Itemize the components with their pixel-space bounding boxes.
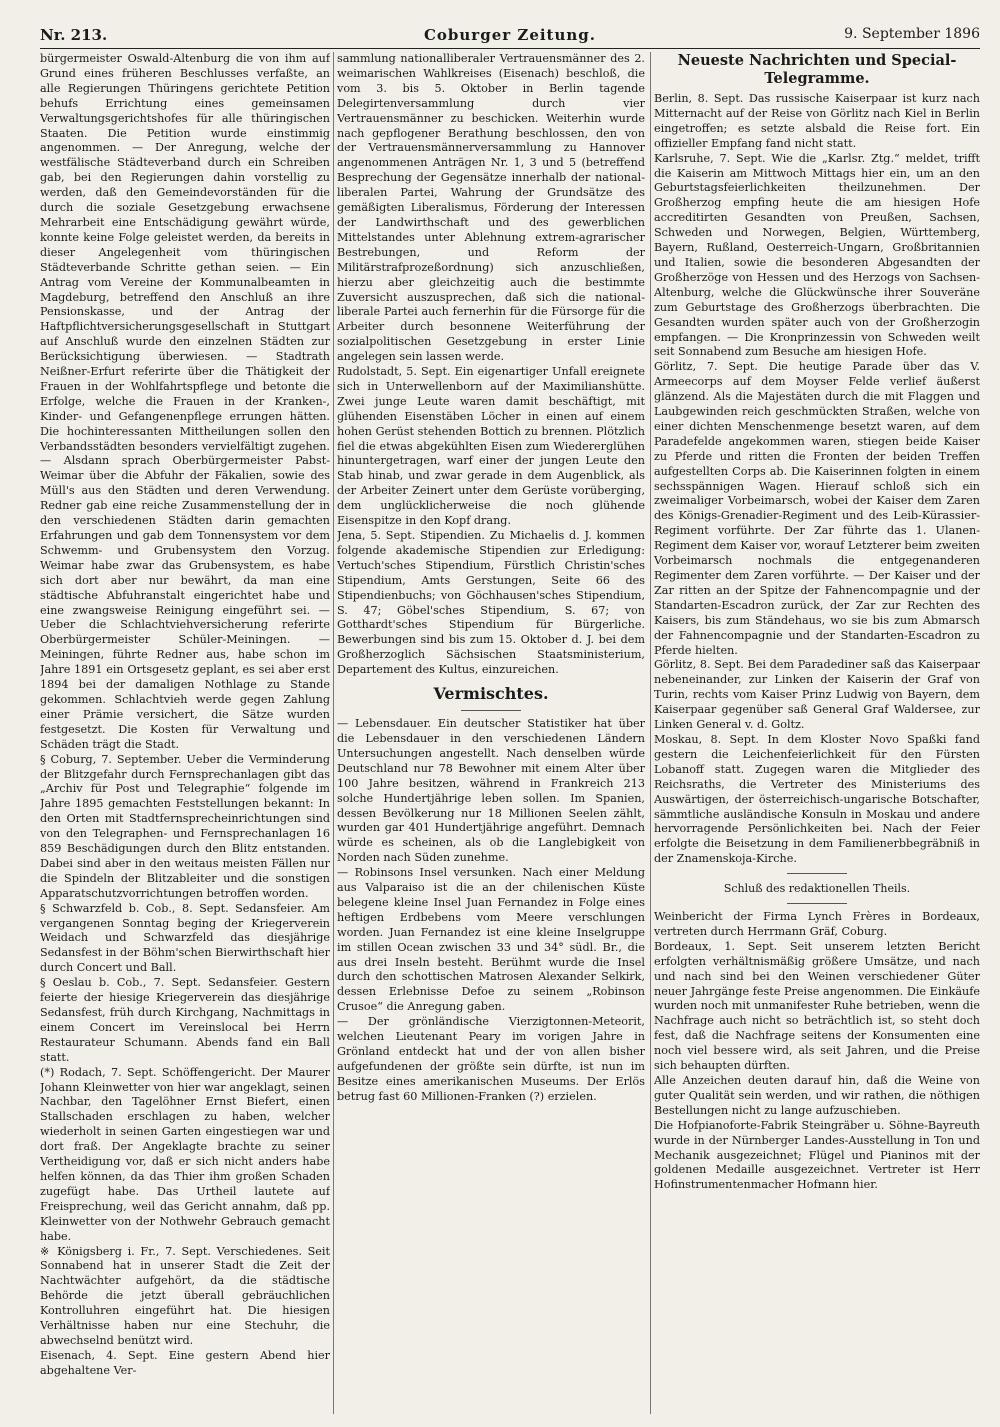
article-paragraph: — Robinsons Insel versunken. Nach einer Meldung aus Valparaiso ist die an der chilenischen Küste belegene kleine Insel Juan Fernandez in Folge eines heftigen Erdbebens vom Meere verschlungen worden. Juan Fernandez ist eine kleine Inselgruppe im stillen Ocean zwischen 33 und 34° südl. Br., die aus drei Inseln besteht. Berühmt wurde die Insel durch den schottischen Matrosen Alexander Selkirk, dessen Erlebnisse Defoe zu seinem „Robinson Crusoe“ die Anregung gaben. bbox=[337, 866, 645, 1014]
article-paragraph: § Schwarzfeld b. Cob., 8. Sept. Sedansfeier. Am vergangenen Sonntag beging der Kriegerverein Weidach und Schwarzfeld das diesjährige Sedansfest in der Böhm'schen Bierwirthschaft hier durch Concert und Ball. bbox=[40, 901, 330, 975]
column-divider bbox=[333, 52, 334, 1414]
column-1 bbox=[40, 52, 330, 1414]
article-paragraph: ※ Königsberg i. Fr., 7. Sept. Verschiedenes. Seit Sonnabend hat in unserer Stadt die Zeit der Nachtwächter aufgehört, da die städtische Behörde die jetzt überall gebräuchlichen Kontrolluhren eingeführt hat. Die hiesigen Verhältnisse haben nur eine Stechuhr, die abwechselnd benützt wird. bbox=[40, 1244, 330, 1347]
newspaper-title: Coburger Zeitung. bbox=[423, 26, 597, 44]
article-paragraph: Berlin, 8. Sept. Das russische Kaiserpaar ist kurz nach Mitternacht auf der Reise von Görlitz nach Kiel in Berlin eingetroffen; es setzte alsbald die Reise fort. Ein offizieller Empfang fand nicht statt. bbox=[654, 92, 980, 150]
advertisement-paragraph: Bordeaux, 1. Sept. Seit unserem letzten Bericht erfolgten verhältnismäßig größere Umsätze, und nach und nach sind bei den Weinen verschiedener Güter neuer Jahrgänge feste Preise angenommen. Die Einkäufe wurden noch mit unmanifester Ruhe betrieben, wenn die Nachfrage auch nicht so beträchtlich ist, so steht doch fest, daß die Nachfrage seitens der Konsumenten eine noch viel bessere wird, als seit Jahren, und die Preise sich behaupten dürften. bbox=[654, 939, 980, 1073]
masthead bbox=[40, 24, 980, 48]
article-paragraph: § Oeslau b. Cob., 7. Sept. Sedansfeier. Gestern feierte der hiesige Kriegerverein das diesjährige Sedansfest, früh durch Kirchgang, Nachmittags in einem Concert im Vereinslocal bei Herrn Restaurateur Schumann. Abends fand ein Ball statt. bbox=[40, 976, 330, 1064]
article-paragraph: — Lebensdauer. Ein deutscher Statistiker hat über die Lebensdauer in den verschiedenen Ländern Untersuchungen angestellt. Nach denselben würde Deutschland nur 78 Bewohner mit einem Alter über 100 Jahre besitzen, während in Frankreich 213 solche Hundertjährige leben sollen. Im Spanien, dessen Bevölkerung nur 18 Millionen Seelen zählt, wurden gar 401 Hundertjährige angeführt. Demnach würde es scheinen, als ob die Langlebigkeit von Norden nach Süden zunehme. bbox=[337, 717, 645, 865]
column-divider bbox=[650, 52, 651, 1414]
article-paragraph: Jena, 5. Sept. Stipendien. Zu Michaelis d. J. kommen folgende akademische Stipendien zur Erledigung: Vertuch'sches Stipendium, Fürstlich Christin'sches Stipendium, Amts Gerstungen, Seite 66 des Stipendienbuchs; von Göchhausen'sches Stipendium, S. 47; Göbel'sches Stipendium, S. 67; von Gotthardt'sches Stipendium für Bürgerliche. Bewerbungen sind bis zum 15. Oktober d. J. bei dem Großherzoglich Sächsischen Staatsministerium, Departement des Kultus, einzureichen. bbox=[337, 529, 645, 677]
section-rule bbox=[787, 903, 847, 904]
section-rule bbox=[461, 710, 521, 711]
article-paragraph: Eisenach, 4. Sept. Eine gestern Abend hier abgehaltene Ver- bbox=[40, 1348, 330, 1377]
advertisement-paragraph: Weinbericht der Firma Lynch Frères in Bordeaux, vertreten durch Herrmann Gräf, Coburg. bbox=[654, 910, 980, 938]
header-rule bbox=[40, 48, 980, 49]
article-paragraph: (*) Rodach, 7. Sept. Schöffengericht. Der Maurer Johann Kleinwetter von hier war angeklagt, seinen Nachbar, den Tagelöhner Ernst Biefert, einen Stallschaden erschlagen zu haben, welcher wiederholt in seinen Garten eingestiegen war und dort fraß. Der Angeklagte brachte zu seiner Vertheidigung vor, daß er sich nicht anders habe helfen können, da das Thier ihm großen Schaden zugefügt habe. Das Urtheil lautete auf Freisprechung, weil das Gericht annahm, daß pp. Kleinwetter von der Nothwehr Gebrauch gemacht habe. bbox=[40, 1065, 330, 1243]
column-3 bbox=[654, 52, 980, 1414]
article-paragraph: Görlitz, 8. Sept. Bei dem Paradediner saß das Kaiserpaar nebeneinander, zur Linken der Kaiserin der Graf von Turin, rechts vom Kaiser Prinz Ludwig von Bayern, dem Kaiserpaar gegenüber saß General Graf Waldersee, zur Linken General v. d. Goltz. bbox=[654, 658, 980, 732]
article-paragraph: Görlitz, 7. Sept. Die heutige Parade über das V. Armeecorps auf dem Moyser Felde verlief äußerst glänzend. Als die Majestäten durch die mit Flaggen und Laubgewinden reich geschmückten Straßen, welche von einer dichten Menschenmenge besetzt waren, auf dem Paradefelde angekommen waren, stiegen beide Kaiser zu Pferde und ritten die Fronten der beiden Treffen aufgestellten Corps ab. Die Kaiserinnen folgten in einem sechsspännigen Wagen. Hierauf schloß sich ein zweimaliger Vorbeimarsch, wobei der Kaiser dem Zaren des Königs-Grenadier-Regiment und des Leib-Kürassier-Regiment vorführte. Der Zar führte das 1. Ulanen-Regiment dem Kaiser vor, worauf Letzterer beim zweiten Vorbeimarsch nochmals die entgegenanderen Regimenter dem Zaren vorführte. — Der Kaiser und der Zar ritten an der Spitze der Fahnencompagnie und der Standarten-Escadron zurück, der Zar zur Rechten des Kaisers, bis zum Ständehaus, wo sie bis zum Abmarsch der Fahnencompagnie und der Standarten-Escadron zu Pferde hielten. bbox=[654, 360, 980, 657]
article-paragraph: § Coburg, 7. September. Ueber die Verminderung der Blitzgefahr durch Fernsprechanlagen gibt das „Archiv für Post und Telegraphie“ folgende im Jahre 1895 gemachten Feststellungen bekannt: In den Orten mit Stadtfernsprecheinrichtungen sind von den Telegraphen- und Fernsprechanlagen 16 859 Beschädigungen durch den Blitz entstanden. Dabei sind aber in den weitaus meisten Fällen nur die Spindeln der Blitzableiter und die sonstigen Apparatschutzvorrichtungen betroffen worden. bbox=[40, 752, 330, 900]
article-paragraph: Rudolstadt, 5. Sept. Ein eigenartiger Unfall ereignete sich in Unterwellenborn auf der Maximilianshütte. Zwei junge Leute waren damit beschäftigt, mit glühenden Eisenstäben Löcher in einen auf einem hohen Gerüst stehenden Bottich zu brennen. Plötzlich fiel die etwas abgekühlten Eisen zum Wiedererglühen hinuntergetragen, warf einer der jungen Leute den Stab hinab, und zwar gerade in dem Augenblick, als der Arbeiter Zeinert unter dem Gerüste vorüberging, dem unglücklicherweise die noch glühende Eisenspitze in den Kopf drang. bbox=[337, 365, 645, 528]
article-paragraph: sammlung nationalliberaler Vertrauensmänner des 2. weimarischen Wahlkreises (Eisenach) beschloß, die vom 3. bis 5. Oktober in Berlin tagende Delegirtenversammlung durch vier Vertrauensmänner zu beschicken. Weiterhin wurde nach gepflogener Berathung beschlossen, den von der Vertrauensmännerversammlung zu Hannover angenommenen Anträgen Nr. 1, 3 und 5 (betreffend Besprechung der Gegensätze innerhalb der national-liberalen Partei, Wahrung der Grundsätze des gemäßigten Liberalismus, Förderung der Interessen der Landwirthschaft und des gewerblichen Mittelstandes unter Ablehnung extrem-agrarischer Bestrebungen, und Reform der Militärstrafprozeßordnung) sich anzuschließen, hierzu aber gleichzeitig auch die bestimmte Zuversicht auszusprechen, daß sich die national-liberale Partei auch fernerhin für die Fürsorge für die Arbeiter durch besonnene Weiterführung der sozialpolitischen Gesetzgebung in erster Linie angelegen sein lassen werde. bbox=[337, 52, 645, 364]
article-paragraph: Moskau, 8. Sept. In dem Kloster Novo Spaßki fand gestern die Leichenfeierlichkeit für den Fürsten Lobanoff statt. Zugegen waren die Mitglieder des Reichsraths, die Vertreter des Ministeriums des Auswärtigen, der österreichisch-ungarische Botschafter, sämmtliche ausländische Konsuln in Moskau und andere hervorragende Persönlichkeiten bei. Nach der Feier erfolgte die Beisetzung in dem Familienerbbegräbniß in der Znamenskoja-Kirche. bbox=[654, 732, 980, 866]
article-paragraph: — Der grönländische Vierzigtonnen-Meteorit, welchen Lieutenant Peary im vorigen Jahre in Grönland entdeckt hat und der von allen bisher aufgefundenen der größte sein dürfte, ist nun im Besitze eines amerikanischen Museums. Der Erlös betrug fast 60 Millionen-Franken (?) erzielen. bbox=[337, 1015, 645, 1103]
editorial-end-note: Schluß des redaktionellen Theils. bbox=[723, 882, 911, 896]
section-title-vermischtes: Vermischtes. bbox=[433, 684, 549, 704]
section-rule bbox=[787, 873, 847, 874]
issue-number: Nr. 213. bbox=[40, 26, 108, 44]
section-title-neueste-nachrichten: Neueste Nachrichten und Special-Telegramme. bbox=[677, 52, 957, 87]
article-paragraph: Karlsruhe, 7. Sept. Wie die „Karlsr. Ztg.“ meldet, trifft die Kaiserin am Mittwoch Mittags hier ein, um an den Geburtstagsfeierlichkeiten theilzunehmen. Der Großherzog empfing heute die am hiesigen Hofe accreditirten Gesandten von Preußen, Sachsen, Schweden und Norwegen, Belgien, Württemberg, Bayern, Rußland, Oesterreich-Ungarn, Großbritannien und Italien, sowie die besonderen Abgesandten der Großherzöge von Hessen und des Herzogs von Sachsen-Altenburg, welche die Glückwünsche ihrer Souveräne zum Geburtstage des Großherzogs überbrachten. Die Gesandten wurden später auch von der Großherzogin empfangen. — Die Kronprinzessin von Schweden weilt seit Sonnabend zum Besuche am hiesigen Hofe. bbox=[654, 151, 980, 359]
issue-date: 9. September 1896 bbox=[844, 26, 980, 42]
column-2 bbox=[337, 52, 645, 1414]
article-paragraph: bürgermeister Oswald-Altenburg die von ihm auf Grund eines früheren Beschlusses verfaßte, an alle Regierungen Thüringens gerichtete Petition behufs Errichtung eines gemeinsamen Verwaltungsgerichtshofes für alle thüringischen Staaten. Die Petition wurde einstimmig angenommen. — Der Anregung, welche der westfälische Städteverband durch ein Schreiben gab, bei den Regierungen dahin vorstellig zu werden, daß den Gemeindevorständen für die durch die soziale Gesetzgebung erwachsene Mehrarbeit eine Entschädigung gewährt würde, konnte keine Folge geleistet werden, da bereits in dieser Angelegenheit vom thüringischen Städteverbande Schritte gethan seien. — Ein Antrag vom Vereine der Kommunalbeamten in Magdeburg, betreffend den Anschluß an ihre Pensionskasse, und der Antrag der Haftpflichtversicherungsgesellschaft in Stuttgart auf Anschluß wurde den einzelnen Städten zur Berücksichtigung überwiesen. — Stadtrath Neißner-Erfurt referirte über die Thätigkeit der Frauen in der Wohlfahrtspflege und betonte die Erfolge, welche die Frauen in der Kranken-, Kinder- und Gefangenenpflege errungen hätten. Die hochinteressanten Mittheilungen sollen den Verbandsstädten besonders vervielfältigt zugehen. — Alsdann sprach Oberbürgermeister Pabst-Weimar über die Abfuhr der Fäkalien, sowie des Müll's aus den Städten und deren Verwendung. Redner gab eine reiche Zusammenstellung der in den verschiedenen Städten darin gemachten Erfahrungen und gab dem Tonnensystem vor dem Schwemm- und Grubensystem den Vorzug. Weimar habe zwar das Grubensystem, es habe sich dort aber nur bewährt, da man eine städtische Abfuhranstalt eingerichtet habe und eine zwangsweise Reinigung eingeführt sei. — Ueber die Schlachtviehversicherung referirte Oberbürgermeister Schüler-Meiningen. — Meiningen, führte Redner aus, habe schon im Jahre 1891 ein Ortsgesetz geplant, es sei aber erst 1894 bei der damaligen Nothlage zu Stande gekommen. Schlachtvieh werde gegen Zahlung einer Prämie versichert, die Sätze wurden festgesetzt. Die Kosten für Verwaltung und Schäden trägt die Stadt. bbox=[40, 52, 330, 751]
advertisement-paragraph: Die Hofpianoforte-Fabrik Steingräber u. Söhne-Bayreuth wurde in der Nürnberger Landes-Ausstellung in Ton und Mechanik ausgezeichnet; Flügel und Pianinos mit der goldenen Medaille ausgezeichnet. Vertreter ist Herr Hofinstrumentenmacher Hofmann hier. bbox=[654, 1118, 980, 1192]
advertisement-paragraph: Alle Anzeichen deuten darauf hin, daß die Weine von guter Qualität sein werden, und wir rathen, die nöthigen Bestellungen nicht zu lange aufzuschieben. bbox=[654, 1074, 980, 1117]
